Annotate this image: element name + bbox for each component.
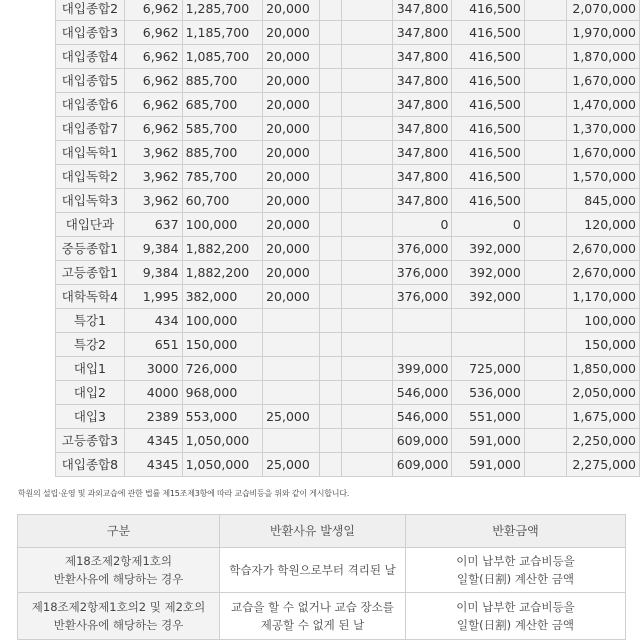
fee-table-row <box>56 261 640 285</box>
fee-cell: 416,500 <box>452 21 524 45</box>
refund-table <box>17 514 626 640</box>
fee-cell <box>341 213 392 237</box>
fee-cell <box>319 285 341 309</box>
fee-cell: 551,000 <box>452 405 524 429</box>
course-name-cell: 대입독학3 <box>56 189 125 213</box>
refund-category-cell <box>18 548 220 593</box>
fee-cell: 100,000 <box>182 213 263 237</box>
fee-cell: 376,000 <box>392 261 452 285</box>
fee-cell: 3,962 <box>124 141 182 165</box>
fee-cell <box>341 189 392 213</box>
fee-cell: 20,000 <box>263 117 320 141</box>
fee-table-row <box>56 45 640 69</box>
fee-table-row <box>56 189 640 213</box>
course-name-cell: 대입독학2 <box>56 165 125 189</box>
fee-cell: 553,000 <box>182 405 263 429</box>
fee-cell: 60,700 <box>182 189 263 213</box>
fee-cell: 2,250,000 <box>567 429 640 453</box>
refund-row <box>18 548 626 593</box>
fee-cell <box>341 141 392 165</box>
fee-cell: 1,675,000 <box>567 405 640 429</box>
fee-cell: 1,670,000 <box>567 141 640 165</box>
course-name-cell: 대입단과 <box>56 213 125 237</box>
fee-cell <box>319 93 341 117</box>
course-name-cell: 대입종합7 <box>56 117 125 141</box>
fee-cell <box>341 405 392 429</box>
fee-cell: 1,470,000 <box>567 93 640 117</box>
refund-amount-cell <box>406 548 626 593</box>
fee-cell <box>524 21 566 45</box>
fee-cell: 1,970,000 <box>567 21 640 45</box>
refund-reason-cell <box>220 548 406 593</box>
fee-cell: 6,962 <box>124 21 182 45</box>
fee-cell: 1,285,700 <box>182 0 263 21</box>
fee-cell: 591,000 <box>452 453 524 477</box>
fee-cell: 2,670,000 <box>567 261 640 285</box>
fee-cell: 585,700 <box>182 117 263 141</box>
fee-cell: 1,670,000 <box>567 69 640 93</box>
fee-cell: 1,170,000 <box>567 285 640 309</box>
reason-line: 학습자가 학원으로부터 격리된 날 <box>229 563 396 577</box>
fee-cell: 100,000 <box>182 309 263 333</box>
fee-cell: 392,000 <box>452 237 524 261</box>
fee-cell: 591,000 <box>452 429 524 453</box>
fee-cell: 20,000 <box>263 21 320 45</box>
category-line: 제18조제2항제1호의 <box>64 554 173 568</box>
fee-cell: 25,000 <box>263 453 320 477</box>
fee-cell <box>341 117 392 141</box>
fee-cell <box>341 453 392 477</box>
fee-table-row <box>56 165 640 189</box>
fee-cell: 1,085,700 <box>182 45 263 69</box>
fee-cell: 885,700 <box>182 141 263 165</box>
fee-cell <box>524 261 566 285</box>
fee-cell: 20,000 <box>263 165 320 189</box>
fee-cell: 20,000 <box>263 237 320 261</box>
fee-cell: 1,370,000 <box>567 117 640 141</box>
course-name-cell: 대입종합4 <box>56 45 125 69</box>
fee-cell <box>524 381 566 405</box>
fee-cell: 392,000 <box>452 285 524 309</box>
fee-cell: 20,000 <box>263 261 320 285</box>
refund-amount-cell <box>406 593 626 640</box>
reason-line: 교습을 할 수 없거나 교습 장소를 <box>231 600 394 614</box>
fee-cell <box>452 309 524 333</box>
fee-cell: 1,850,000 <box>567 357 640 381</box>
amount-line: 일할(日割) 계산한 금액 <box>456 572 575 586</box>
fee-cell <box>524 189 566 213</box>
fee-cell <box>341 165 392 189</box>
fee-cell <box>341 261 392 285</box>
fee-cell: 1,995 <box>124 285 182 309</box>
header-category: 구분 <box>18 515 220 548</box>
fee-cell: 1,050,000 <box>182 453 263 477</box>
fee-cell <box>524 453 566 477</box>
fee-cell <box>319 117 341 141</box>
fee-cell: 9,384 <box>124 237 182 261</box>
tuition-fee-table <box>55 0 640 477</box>
course-name-cell: 대입종합6 <box>56 93 125 117</box>
fee-table-row <box>56 453 640 477</box>
fee-cell: 546,000 <box>392 405 452 429</box>
fee-cell: 0 <box>392 213 452 237</box>
fee-cell: 9,384 <box>124 261 182 285</box>
fee-cell <box>319 429 341 453</box>
fee-cell: 2389 <box>124 405 182 429</box>
fee-cell: 347,800 <box>392 165 452 189</box>
fee-cell <box>524 285 566 309</box>
fee-table-row <box>56 285 640 309</box>
fee-cell: 3,962 <box>124 189 182 213</box>
fee-cell: 100,000 <box>567 309 640 333</box>
fee-cell <box>319 45 341 69</box>
fee-cell <box>319 357 341 381</box>
course-name-cell: 특강2 <box>56 333 125 357</box>
fee-table-row <box>56 117 640 141</box>
fee-cell: 651 <box>124 333 182 357</box>
fee-cell: 20,000 <box>263 69 320 93</box>
fee-cell: 4345 <box>124 453 182 477</box>
fee-cell: 3,962 <box>124 165 182 189</box>
fee-cell: 347,800 <box>392 45 452 69</box>
fee-cell: 1,050,000 <box>182 429 263 453</box>
fee-cell: 150,000 <box>182 333 263 357</box>
course-name-cell: 대입종합2 <box>56 0 125 21</box>
fee-cell: 347,800 <box>392 69 452 93</box>
fee-cell <box>524 213 566 237</box>
fee-cell <box>341 69 392 93</box>
fee-cell: 536,000 <box>452 381 524 405</box>
fee-cell: 4345 <box>124 429 182 453</box>
fee-cell <box>319 0 341 21</box>
fee-cell <box>452 333 524 357</box>
category-line: 제18조제2항제1호의2 및 제2호의 <box>31 600 206 614</box>
fee-cell <box>341 285 392 309</box>
fee-cell <box>524 69 566 93</box>
fee-cell: 20,000 <box>263 93 320 117</box>
fee-cell: 25,000 <box>263 405 320 429</box>
fee-cell: 609,000 <box>392 429 452 453</box>
fee-cell <box>263 333 320 357</box>
fee-cell: 6,962 <box>124 69 182 93</box>
fee-cell: 20,000 <box>263 189 320 213</box>
fee-cell <box>263 357 320 381</box>
fee-cell <box>524 333 566 357</box>
course-name-cell: 고등종합3 <box>56 429 125 453</box>
fee-cell <box>263 429 320 453</box>
fee-cell: 6,962 <box>124 45 182 69</box>
fee-table-body <box>56 0 640 477</box>
fee-cell <box>524 45 566 69</box>
fee-cell <box>392 333 452 357</box>
amount-line: 일할(日割) 계산한 금액 <box>456 618 575 632</box>
fee-cell <box>263 309 320 333</box>
fee-cell: 785,700 <box>182 165 263 189</box>
fee-cell: 725,000 <box>452 357 524 381</box>
category-line: 반환사유에 해당하는 경우 <box>53 618 184 632</box>
amount-line: 이미 납부한 교습비등을 <box>456 600 575 614</box>
fee-cell: 2,670,000 <box>567 237 640 261</box>
fee-cell <box>341 309 392 333</box>
fee-cell: 6,962 <box>124 117 182 141</box>
refund-header-row <box>18 515 626 548</box>
fee-cell <box>524 429 566 453</box>
fee-table-row <box>56 213 640 237</box>
course-name-cell: 대입독학1 <box>56 141 125 165</box>
fee-cell: 347,800 <box>392 141 452 165</box>
fee-cell <box>319 165 341 189</box>
fee-cell: 416,500 <box>452 69 524 93</box>
fee-cell: 0 <box>452 213 524 237</box>
fee-cell: 637 <box>124 213 182 237</box>
fee-cell: 392,000 <box>452 261 524 285</box>
fee-table-row <box>56 93 640 117</box>
fee-cell: 1,870,000 <box>567 45 640 69</box>
fee-table-row <box>56 405 640 429</box>
fee-cell <box>319 189 341 213</box>
fee-cell <box>524 405 566 429</box>
fee-cell <box>341 93 392 117</box>
fee-cell: 20,000 <box>263 213 320 237</box>
course-name-cell: 대입2 <box>56 381 125 405</box>
fee-cell: 347,800 <box>392 189 452 213</box>
fee-cell: 2,070,000 <box>567 0 640 21</box>
fee-cell <box>319 381 341 405</box>
fee-cell <box>319 21 341 45</box>
fee-cell: 20,000 <box>263 45 320 69</box>
fee-cell: 416,500 <box>452 0 524 21</box>
fee-cell: 376,000 <box>392 285 452 309</box>
course-name-cell: 특강1 <box>56 309 125 333</box>
legal-notice: 학원의 설립·운영 및 과외교습에 관한 법률 제15조제3항에 따라 교습비등을 위와 같이 게시합니다. <box>18 489 350 498</box>
fee-cell <box>341 333 392 357</box>
fee-cell: 120,000 <box>567 213 640 237</box>
fee-table-row <box>56 309 640 333</box>
fee-table-row <box>56 237 640 261</box>
fee-cell <box>524 93 566 117</box>
fee-cell: 609,000 <box>392 453 452 477</box>
fee-cell: 347,800 <box>392 93 452 117</box>
fee-cell <box>524 0 566 21</box>
fee-cell: 2,050,000 <box>567 381 640 405</box>
course-name-cell: 중등종합1 <box>56 237 125 261</box>
fee-cell: 416,500 <box>452 165 524 189</box>
fee-cell <box>524 357 566 381</box>
course-name-cell: 대입1 <box>56 357 125 381</box>
fee-cell <box>524 141 566 165</box>
fee-cell: 845,000 <box>567 189 640 213</box>
fee-cell: 399,000 <box>392 357 452 381</box>
fee-cell <box>319 141 341 165</box>
course-name-cell: 대학독학4 <box>56 285 125 309</box>
fee-cell <box>392 309 452 333</box>
fee-cell: 347,800 <box>392 21 452 45</box>
fee-cell <box>341 381 392 405</box>
amount-line: 이미 납부한 교습비등을 <box>456 554 575 568</box>
fee-cell: 2,275,000 <box>567 453 640 477</box>
header-reason-date: 반환사유 발생일 <box>220 515 406 548</box>
course-name-cell: 대입종합8 <box>56 453 125 477</box>
fee-cell: 1,882,200 <box>182 237 263 261</box>
fee-cell <box>341 237 392 261</box>
fee-cell <box>319 213 341 237</box>
fee-cell: 4000 <box>124 381 182 405</box>
fee-cell: 150,000 <box>567 333 640 357</box>
fee-cell <box>524 165 566 189</box>
fee-cell <box>341 21 392 45</box>
fee-cell: 726,000 <box>182 357 263 381</box>
fee-cell <box>341 357 392 381</box>
fee-cell: 546,000 <box>392 381 452 405</box>
fee-cell <box>263 381 320 405</box>
refund-row <box>18 593 626 640</box>
fee-cell: 382,000 <box>182 285 263 309</box>
fee-cell: 416,500 <box>452 45 524 69</box>
fee-cell <box>319 405 341 429</box>
fee-cell: 347,800 <box>392 117 452 141</box>
fee-cell: 434 <box>124 309 182 333</box>
fee-cell <box>319 261 341 285</box>
fee-cell: 20,000 <box>263 285 320 309</box>
refund-reason-cell <box>220 593 406 640</box>
fee-cell <box>341 429 392 453</box>
fee-table-row <box>56 0 640 21</box>
fee-cell <box>524 237 566 261</box>
header-refund-amount: 반환금액 <box>406 515 626 548</box>
fee-cell <box>524 309 566 333</box>
fee-cell <box>524 117 566 141</box>
course-name-cell: 대입3 <box>56 405 125 429</box>
fee-cell <box>319 69 341 93</box>
fee-cell: 20,000 <box>263 0 320 21</box>
fee-cell: 1,882,200 <box>182 261 263 285</box>
course-name-cell: 대입종합5 <box>56 69 125 93</box>
fee-cell <box>341 0 392 21</box>
fee-cell: 416,500 <box>452 141 524 165</box>
fee-cell: 1,570,000 <box>567 165 640 189</box>
fee-table-row <box>56 69 640 93</box>
fee-cell <box>319 333 341 357</box>
fee-cell <box>319 309 341 333</box>
fee-table-row <box>56 357 640 381</box>
fee-cell: 968,000 <box>182 381 263 405</box>
category-line: 반환사유에 해당하는 경우 <box>53 572 184 586</box>
refund-category-cell <box>18 593 220 640</box>
fee-cell: 20,000 <box>263 141 320 165</box>
fee-cell: 685,700 <box>182 93 263 117</box>
fee-cell <box>341 45 392 69</box>
fee-table-row <box>56 141 640 165</box>
course-name-cell: 대입종합3 <box>56 21 125 45</box>
fee-table-row <box>56 333 640 357</box>
course-name-cell: 고등종합1 <box>56 261 125 285</box>
fee-cell: 6,962 <box>124 93 182 117</box>
fee-cell: 416,500 <box>452 189 524 213</box>
fee-cell <box>319 453 341 477</box>
fee-table-row <box>56 429 640 453</box>
fee-cell: 1,185,700 <box>182 21 263 45</box>
reason-line: 제공할 수 없게 된 날 <box>260 618 365 632</box>
fee-cell: 416,500 <box>452 117 524 141</box>
fee-cell: 3000 <box>124 357 182 381</box>
fee-cell: 347,800 <box>392 0 452 21</box>
fee-cell <box>319 237 341 261</box>
fee-cell: 6,962 <box>124 0 182 21</box>
fee-table-row <box>56 21 640 45</box>
fee-cell: 416,500 <box>452 93 524 117</box>
fee-cell: 376,000 <box>392 237 452 261</box>
fee-table-row <box>56 381 640 405</box>
fee-cell: 885,700 <box>182 69 263 93</box>
